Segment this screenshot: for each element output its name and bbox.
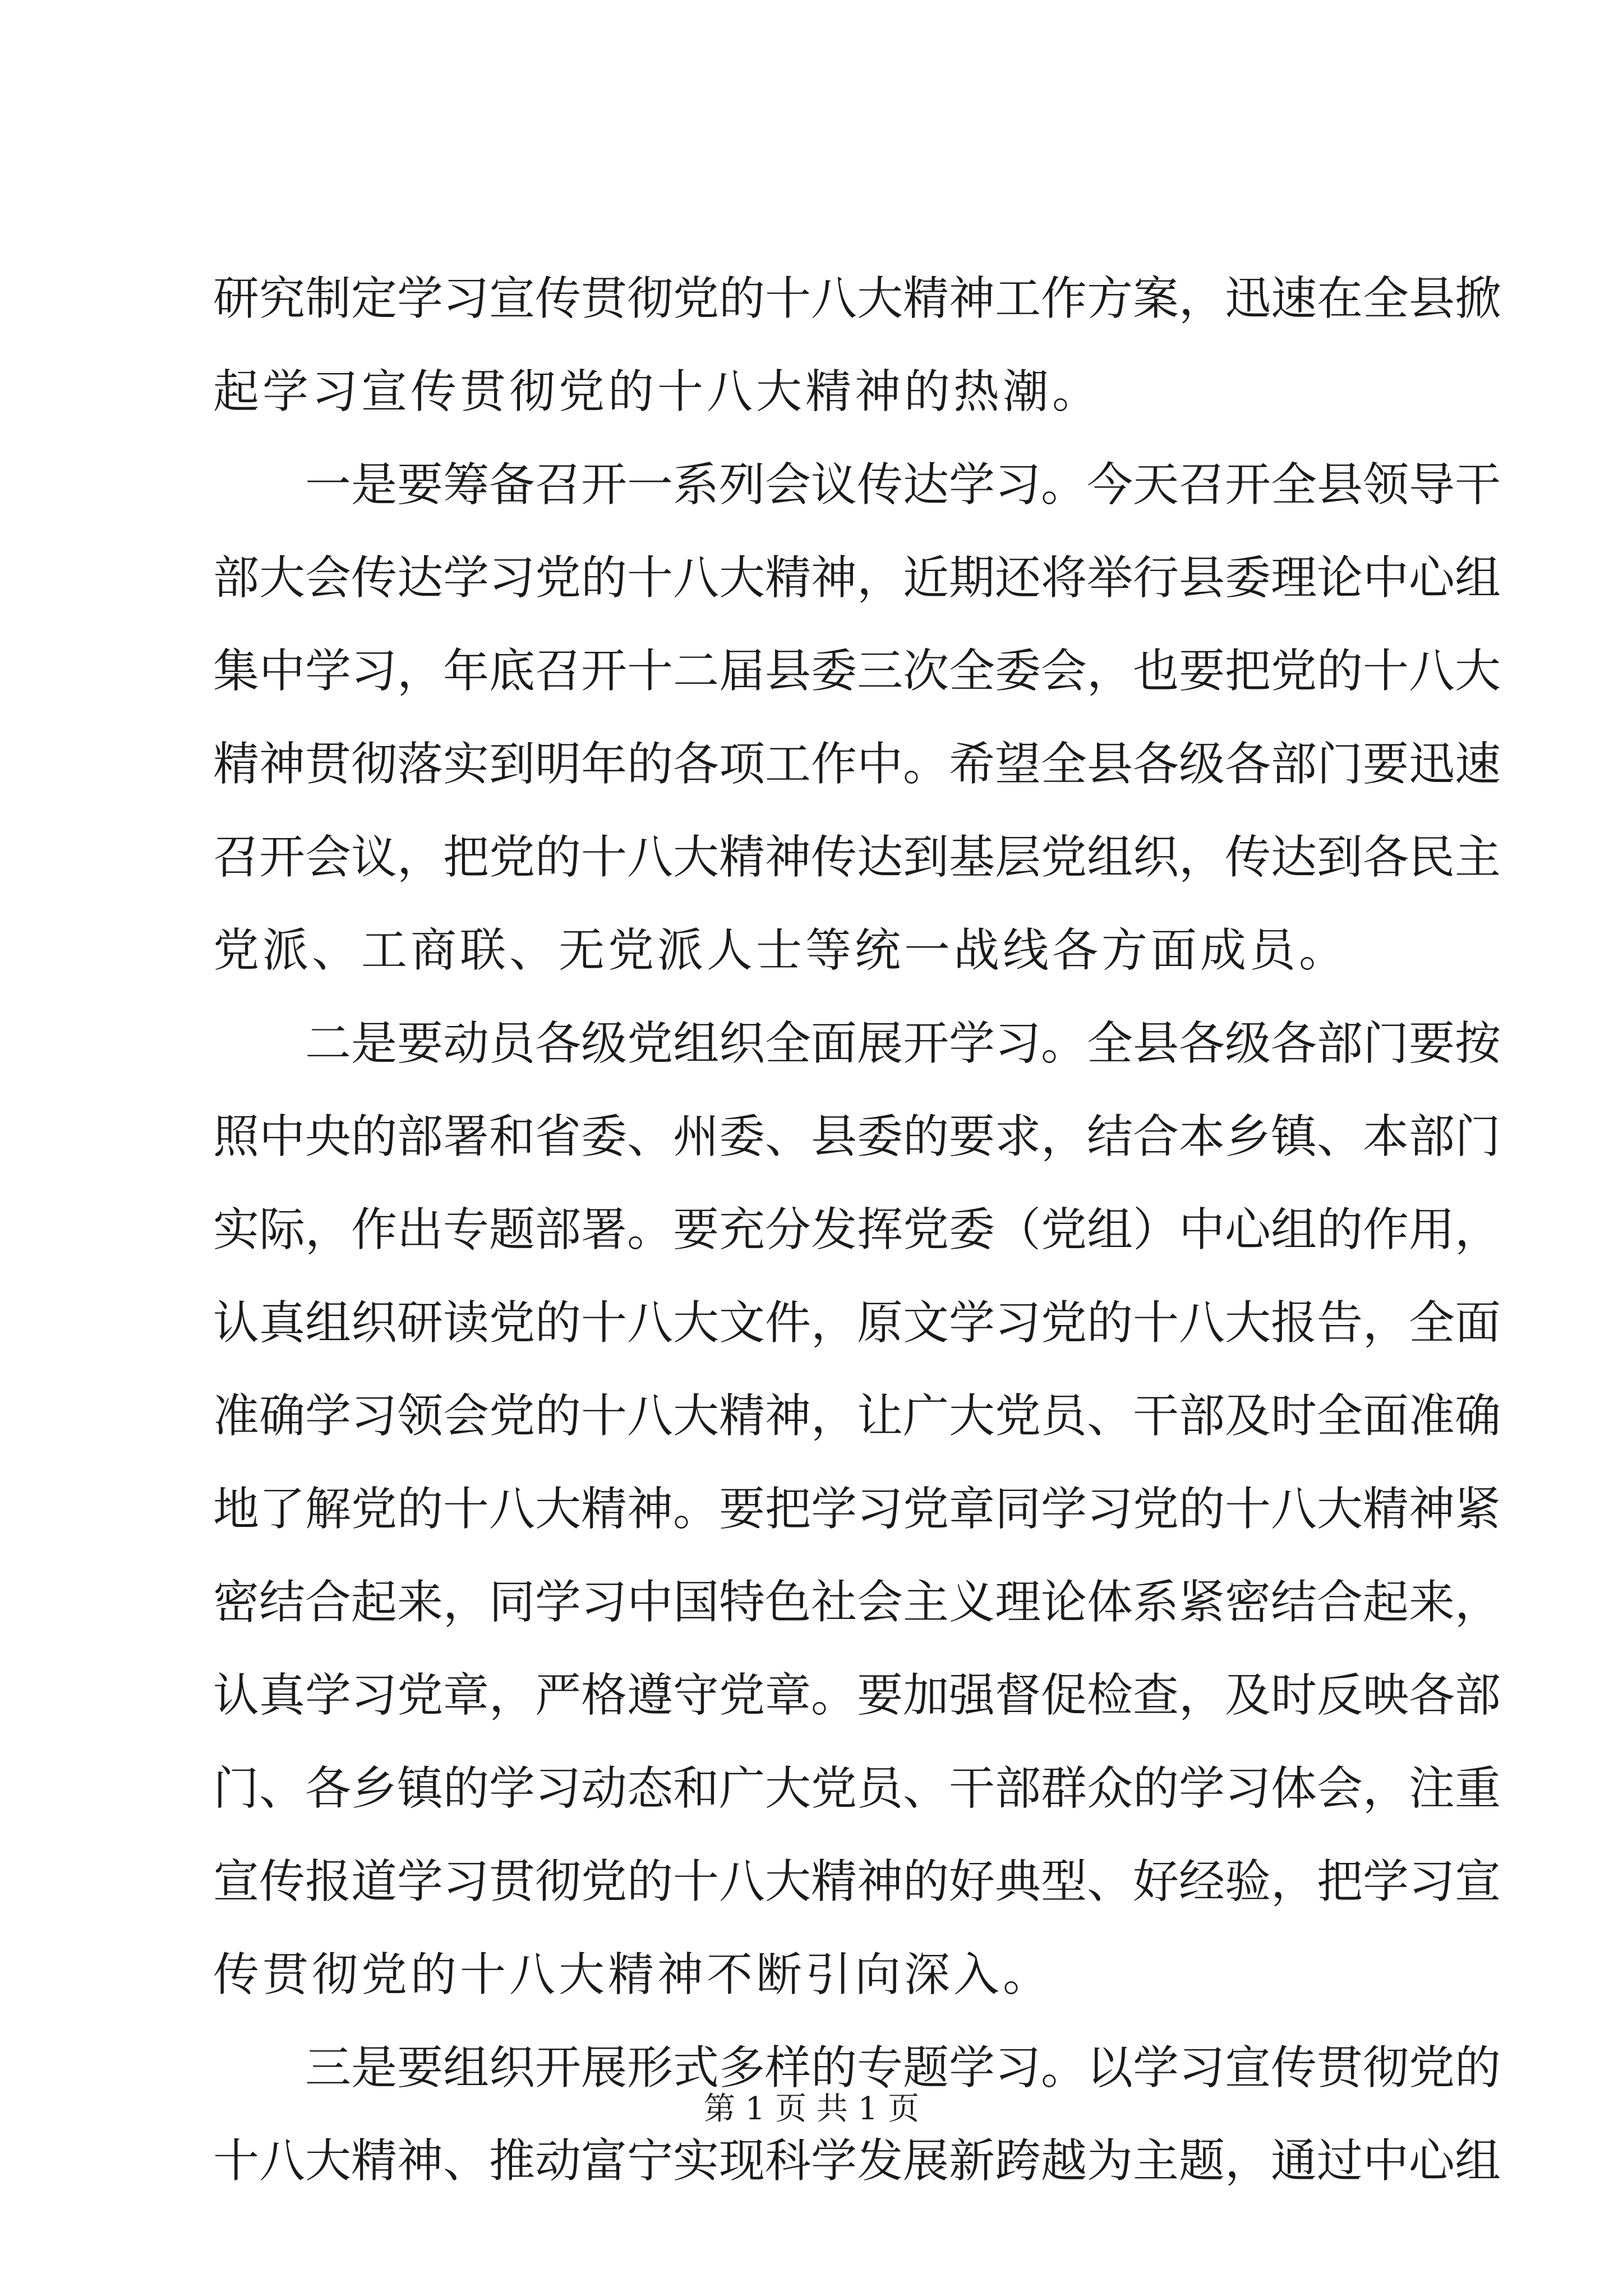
text-line: 召开会议，把党的十八大精神传达到基层党组织，传达到各民主 bbox=[213, 831, 1501, 884]
text-line: 起学习宣传贯彻党的十八大精神的热潮。 bbox=[213, 365, 1102, 418]
text-line: 传贯彻党的十八大精神不断引向深入。 bbox=[213, 1948, 1053, 2001]
text-line: 宣传报道学习贯彻党的十八大精神的好典型、好经验，把学习宣 bbox=[213, 1855, 1501, 1908]
text-line: 十八大精神、推动富宁实现科学发展新跨越为主题，通过中心组 bbox=[213, 2134, 1501, 2188]
text-line: 二是要动员各级党组织全面展开学习。全县各级各部门要按 bbox=[305, 1017, 1501, 1070]
text-line: 照中央的部署和省委、州委、县委的要求，结合本乡镇、本部门 bbox=[213, 1110, 1501, 1163]
text-line: 精神贯彻落实到明年的各项工作中。希望全县各级各部门要迅速 bbox=[213, 738, 1501, 791]
text-line: 实际，作出专题部署。要充分发挥党委（党组）中心组的作用， bbox=[213, 1203, 1501, 1257]
page-footer bbox=[0, 2087, 1623, 2132]
text-line: 认真学习党章，严格遵守党章。要加强督促检查，及时反映各部 bbox=[213, 1669, 1501, 1722]
text-line: 认真组织研读党的十八大文件，原文学习党的十八大报告，全面 bbox=[213, 1296, 1501, 1350]
document-body bbox=[213, 252, 1501, 2208]
text-line: 集中学习，年底召开十二届县委三次全委会，也要把党的十八大 bbox=[213, 645, 1501, 698]
text-line: 部大会传达学习党的十八大精神，近期还将举行县委理论中心组 bbox=[213, 551, 1501, 605]
text-line: 三是要组织开展形式多样的专题学习。以学习宣传贯彻党的 bbox=[305, 2041, 1501, 2095]
text-line: 一是要筹备召开一系列会议传达学习。今天召开全县领导干 bbox=[305, 458, 1501, 512]
text-line: 地了解党的十八大精神。要把学习党章同学习党的十八大精神紧 bbox=[213, 1483, 1501, 1536]
text-line: 研究制定学习宣传贯彻党的十八大精神工作方案，迅速在全县掀 bbox=[213, 272, 1501, 325]
text-line: 党派、工商联、无党派人士等统一战线各方面成员。 bbox=[213, 924, 1349, 977]
text-line: 密结合起来，同学习中国特色社会主义理论体系紧密结合起来， bbox=[213, 1576, 1501, 1629]
text-line: 准确学习领会党的十八大精神，让广大党员、干部及时全面准确 bbox=[213, 1389, 1501, 1443]
text-line: 门、各乡镇的学习动态和广大党员、干部群众的学习体会，注重 bbox=[213, 1762, 1501, 1815]
page-number: 第 1 页 共 1 页 bbox=[703, 2091, 920, 2127]
